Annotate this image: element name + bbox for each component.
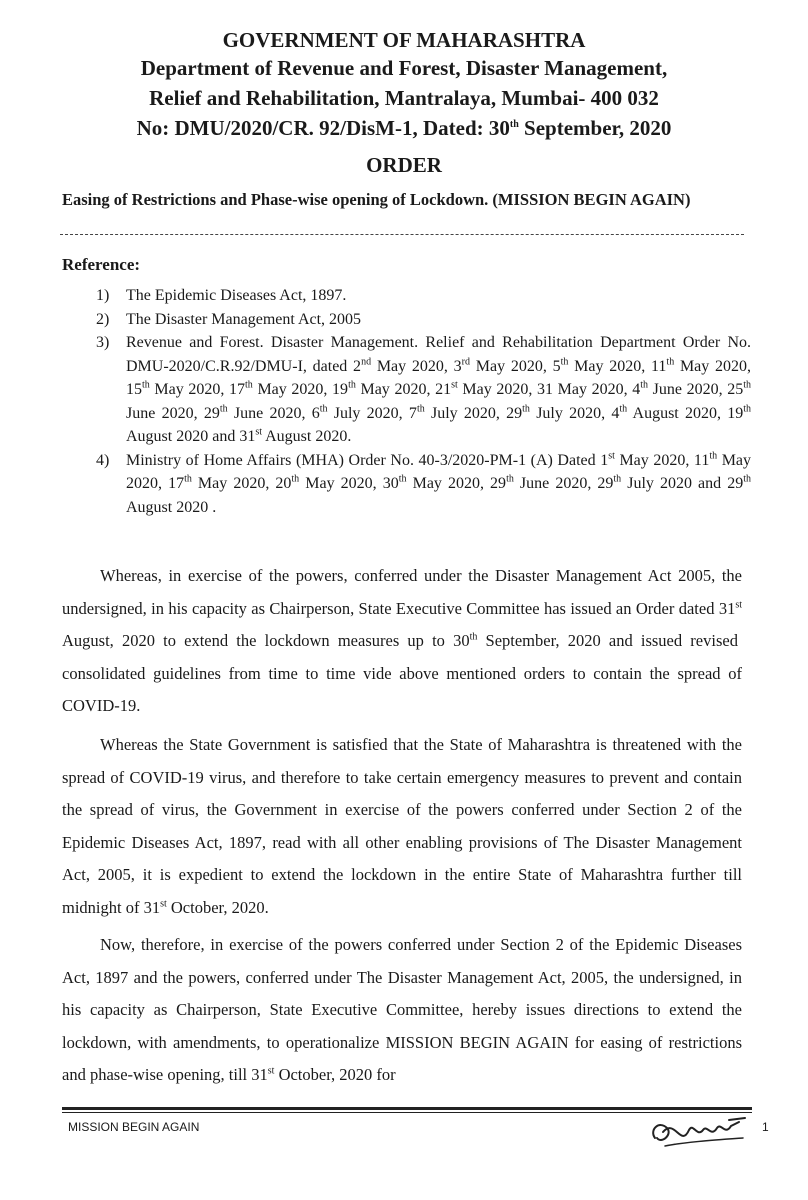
text-run: October, 2020 for bbox=[274, 1065, 396, 1084]
text-run: August 2020 . bbox=[126, 498, 217, 516]
ordinal-suffix: th bbox=[184, 473, 192, 485]
text-run: Now, therefore, in exercise of the powers conferred under Section 2 of the Epidemic Diseases Act, 1897 and the powers, conferred under The Disaster Management Act, 2005, the undersigned, in his capacity as Chairperson, State Executive Committee, hereby issues directions to extend the lockdown, with amendments, to operationalize MISSION BEGIN AGAIN for easing of restrictions and phase-wise opening, till 31 bbox=[62, 935, 742, 1084]
text-run: May 2020, 30 bbox=[299, 475, 399, 492]
header-address: Relief and Rehabilitation, Mantralaya, Mumbai- 400 032 bbox=[149, 86, 659, 110]
text-run: Whereas, in exercise of the powers, conferred under the Disaster Management Act 2005, the undersigned, in his capacity as Chairperson, State Executive Committee has issued an Order dated 31 bbox=[62, 566, 742, 618]
text-run: May 2020, 15 bbox=[126, 357, 752, 398]
text-run: May 2020, 3 bbox=[371, 357, 462, 375]
reference-item bbox=[96, 331, 751, 449]
ordinal-suffix: th bbox=[613, 473, 622, 485]
handwritten-signature-icon bbox=[645, 1108, 760, 1156]
ordinal-suffix: th bbox=[319, 403, 328, 415]
ordinal-suffix: th bbox=[506, 473, 514, 485]
text-run: May 2020, 31 May 2020, 4 bbox=[457, 381, 641, 398]
ordinal-suffix: th bbox=[709, 450, 718, 462]
reference-text: The Epidemic Diseases Act, 1897. bbox=[126, 287, 347, 304]
ordinal-suffix: th bbox=[640, 379, 649, 391]
reference-item bbox=[96, 449, 751, 520]
text-run: May 2020, 17 bbox=[126, 451, 752, 492]
text-run: May 2020, 5 bbox=[470, 357, 561, 375]
ordinal-suffix: nd bbox=[361, 356, 372, 368]
ordinal-suffix: th bbox=[348, 379, 356, 391]
ordinal-suffix: th bbox=[619, 403, 628, 415]
text-run: August 2020 and 31 bbox=[126, 428, 256, 445]
ordinal-suffix: th bbox=[560, 356, 569, 368]
ordinal-suffix: th bbox=[743, 379, 752, 391]
text-run: June 2020, 25 bbox=[648, 381, 744, 398]
reference-number: 2) bbox=[96, 310, 110, 328]
order-number-prefix: No: DMU/2020/CR. 92/DisM-1, Dated: 30 bbox=[136, 116, 510, 140]
text-run: July 2020, 29 bbox=[424, 404, 523, 422]
reference-item bbox=[96, 284, 751, 308]
ordinal-suffix: st bbox=[255, 426, 262, 438]
order-title: ORDER bbox=[366, 153, 442, 177]
ordinal-suffix: th bbox=[469, 631, 478, 643]
header-government: GOVERNMENT OF MAHARASHTRA bbox=[222, 28, 586, 52]
text-run: August, 2020 to extend the lockdown measures up to 30 bbox=[62, 631, 470, 650]
ordinal-suffix: th bbox=[142, 379, 150, 391]
subject-line: Easing of Restrictions and Phase-wise opening of Lockdown. (MISSION BEGIN AGAIN) bbox=[62, 190, 691, 209]
text-run: Whereas the State Government is satisfied that the State of Maharashtra is threatened with the spread of COVID-19 virus, and therefore to take certain emergency measures to prevent and contain the spread of virus, the Government in exercise of the powers conferred under Section 2 of the Epidemic Diseases Act, 1897, read with all other enabling provisions of The Disaster Management Act, 2005, it is expedient to extend the lockdown in the entire State of Maharashtra further till midnight of 31 bbox=[62, 735, 742, 917]
text-run: Revenue and Forest. Disaster Management. Relief and Rehabilitation Department Order No. DMU-2020/C.R.92/DMU-I, dated 2 bbox=[126, 334, 751, 375]
footer-text: MISSION BEGIN AGAIN bbox=[68, 1120, 200, 1134]
ordinal-suffix: th bbox=[743, 403, 752, 415]
reference-number: 3) bbox=[96, 334, 110, 351]
text-run: July 2020, 7 bbox=[327, 404, 417, 422]
paragraph-whereas-2 bbox=[62, 729, 742, 924]
text-run: May 2020, 11 bbox=[568, 357, 667, 375]
ordinal-suffix: st bbox=[160, 898, 167, 909]
text-run: June 2020, 29 bbox=[513, 475, 614, 492]
text-run: May 2020, 20 bbox=[191, 475, 292, 492]
ordinal-suffix: th bbox=[291, 473, 300, 485]
ordinal-suffix: st bbox=[735, 599, 742, 610]
reference-text: The Disaster Management Act, 2005 bbox=[126, 310, 362, 328]
ordinal-suffix: th bbox=[743, 473, 752, 485]
ordinal-suffix: st bbox=[608, 450, 615, 462]
order-number bbox=[0, 116, 808, 141]
text-run: May 2020, 17 bbox=[149, 381, 246, 398]
reference-text bbox=[126, 449, 751, 520]
text-run: May 2020, 29 bbox=[406, 475, 507, 492]
dashed-divider bbox=[60, 234, 744, 235]
text-run: September, 2020 and issued revised consolidated guidelines from time to time vide above mentioned orders to contain the spread of COVID-19. bbox=[62, 631, 742, 715]
reference-number: 4) bbox=[96, 451, 110, 469]
header-department: Department of Revenue and Forest, Disaster Management, bbox=[140, 56, 668, 80]
ordinal-suffix: st bbox=[451, 379, 458, 391]
ordinal-suffix: th bbox=[219, 403, 228, 415]
text-run: July 2020 and 29 bbox=[621, 475, 744, 492]
text-run: June 2020, 6 bbox=[227, 404, 320, 422]
text-run: May 2020, 19 bbox=[252, 381, 349, 398]
text-run: May 2020, 21 bbox=[355, 381, 452, 398]
reference-item bbox=[96, 308, 751, 332]
order-number-suffix: September, 2020 bbox=[518, 116, 672, 140]
text-run: Ministry of Home Affairs (MHA) Order No. 40-3/2020-PM-1 (A) Dated 1 bbox=[126, 451, 609, 469]
text-run: August 2020. bbox=[262, 428, 352, 445]
reference-heading: Reference: bbox=[62, 255, 141, 274]
text-run: June 2020, 29 bbox=[126, 404, 220, 422]
page-number: 1 bbox=[762, 1120, 769, 1134]
ordinal-suffix: th bbox=[416, 403, 425, 415]
ordinal-suffix: th bbox=[522, 403, 530, 415]
text-run: October, 2020. bbox=[166, 897, 269, 917]
text-run: August 2020, 19 bbox=[627, 404, 744, 422]
ordinal-suffix: th bbox=[398, 473, 407, 485]
text-run: May 2020, 11 bbox=[614, 451, 710, 469]
reference-list bbox=[96, 284, 751, 519]
paragraph-whereas-1 bbox=[62, 560, 742, 723]
order-number-sup: th bbox=[509, 119, 519, 130]
reference-number: 1) bbox=[96, 287, 110, 304]
ordinal-suffix: th bbox=[666, 356, 675, 368]
reference-text bbox=[126, 331, 751, 449]
ordinal-suffix: th bbox=[245, 379, 253, 391]
paragraph-now-therefore bbox=[62, 929, 742, 1092]
ordinal-suffix: st bbox=[267, 1065, 275, 1077]
ordinal-suffix: rd bbox=[461, 356, 471, 368]
text-run: July 2020, 4 bbox=[529, 404, 620, 422]
